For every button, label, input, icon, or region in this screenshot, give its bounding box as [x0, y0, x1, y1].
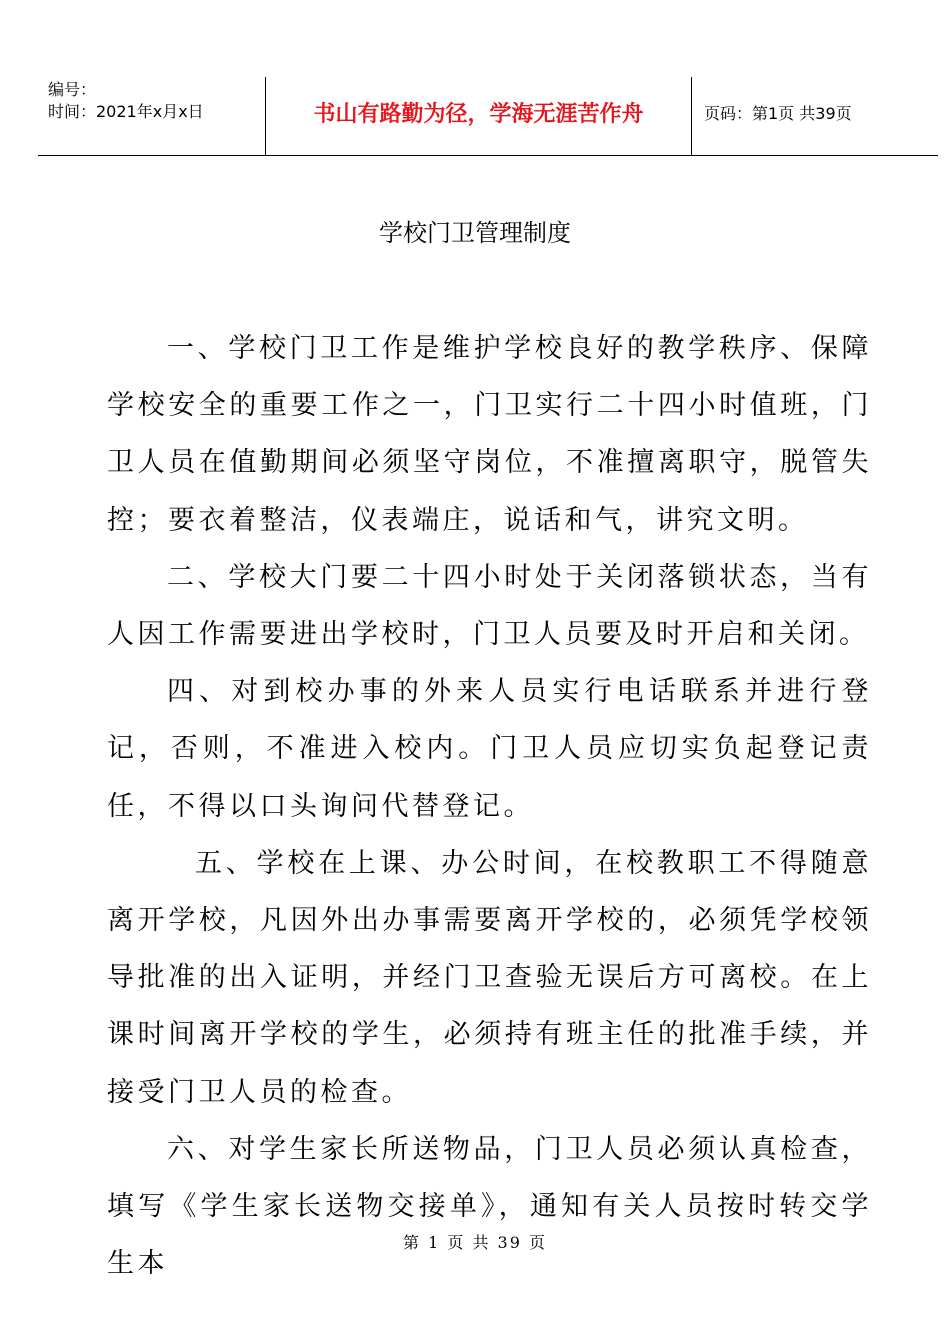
header-page-info: 页码：第1页 共39页	[704, 103, 852, 123]
paragraph: 六、对学生家长所送物品，门卫人员必须认真检查，填写《学生家长送物交接单》，通知有关人员按时转交学生本	[107, 1133, 872, 1280]
time-label: 时间：2021年x月x日	[48, 102, 204, 121]
page-footer: 第 1 页 共 39 页	[403, 1233, 547, 1252]
paragraph: 一、学校门卫工作是维护学校良好的教学秩序、保障学校安全的重要工作之一，门卫实行二十四小时值班，门卫人员在值勤期间必须坚守岗位，不准擅离职守，脱管失控；要衣着整洁，仪表端庄，说话和气，讲究文明。	[107, 333, 872, 536]
header-meta	[38, 77, 266, 155]
header-motto: 书山有路勤为径，学海无涯苦作舟	[266, 77, 692, 155]
paragraph: 二、学校大门要二十四小时处于关闭落锁状态，当有人因工作需要进出学校时，门卫人员要及时开启和关闭。	[107, 561, 872, 651]
document-header	[38, 77, 938, 156]
document-body	[107, 320, 872, 1292]
number-label: 编号：	[48, 80, 97, 99]
paragraph: 四、对到校办事的外来人员实行电话联系并进行登记，否则，不准进入校内。门卫人员应切实负起登记责任，不得以口头询问代替登记。	[107, 676, 872, 822]
document-title: 学校门卫管理制度	[379, 219, 571, 247]
paragraph: 五、学校在上课、办公时间，在校教职工不得随意离开学校，凡因外出办事需要离开学校的，必须凭学校领导批准的出入证明，并经门卫查验无误后方可离校。在上课时间离开学校的学生，必须持有班主任的批准手续，并接受门卫人员的检查。	[107, 847, 872, 1108]
